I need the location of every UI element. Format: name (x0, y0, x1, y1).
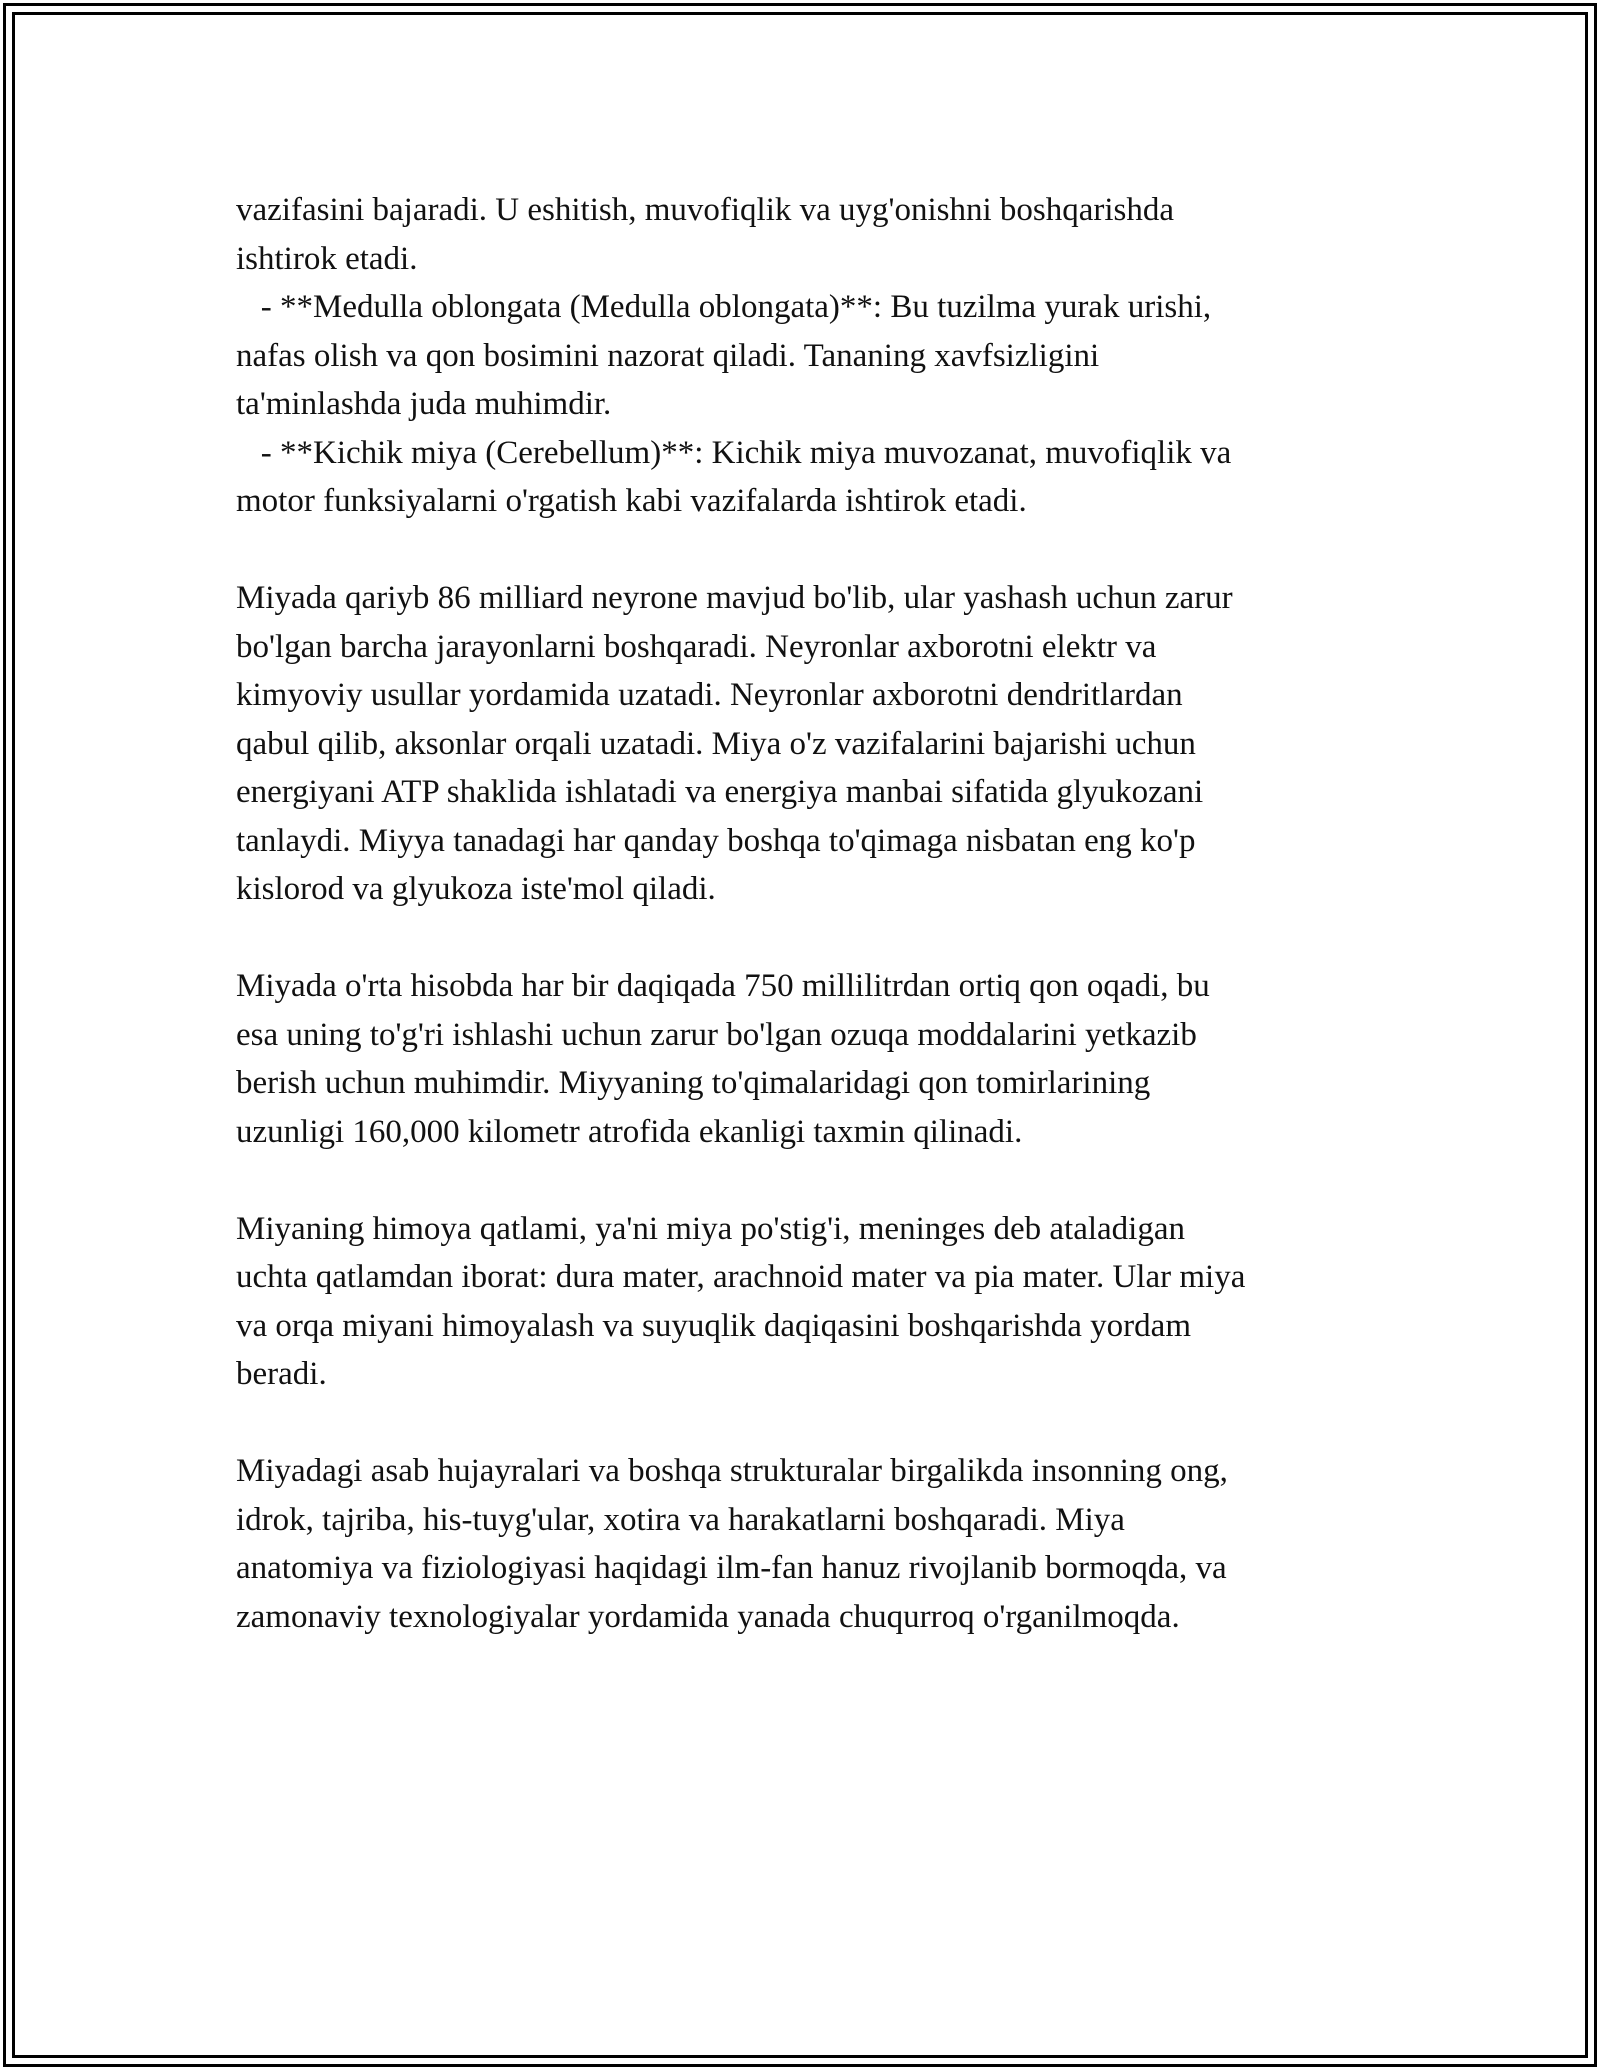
paragraph-conclusion (236, 1447, 1376, 1641)
text-line: vazifasini bajaradi. U eshitish, muvofiqlik va uyg'onishni boshqarishda (236, 192, 1175, 228)
text-line: kislorod va glyukoza iste'mol qiladi. (236, 871, 716, 907)
text-line: Miyaning himoya qatlami, ya'ni miya po'stig'i, meninges deb ataladigan (236, 1210, 1185, 1247)
paragraph-brain-regions (236, 186, 1376, 526)
text-line: Miyada o'rta hisobda har bir daqiqada 750 millilitrdan ortiq qon oqadi, bu (236, 968, 1210, 1004)
text-line: beradi. (236, 1356, 327, 1392)
text-line: tanlaydi. Miyya tanadagi har qanday boshqa to'qimaga nisbatan eng ko'p (236, 822, 1196, 859)
text-line: kimyoviy usullar yordamida uzatadi. Neyronlar axborotni dendritlardan (236, 677, 1183, 713)
text-line: energiyani ATP shaklida ishlatadi va energiya manbai sifatida glyukozani (236, 774, 1204, 810)
paragraph-meninges (236, 1205, 1376, 1399)
text-line: - **Medulla oblongata (Medulla oblongata)**: Bu tuzilma yurak urishi, (236, 289, 1212, 325)
paragraph-blood-flow (236, 962, 1376, 1156)
text-line: ta'minlashda juda muhimdir. (236, 386, 612, 422)
text-line: - **Kichik miya (Cerebellum)**: Kichik miya muvozanat, muvofiqlik va (236, 434, 1232, 471)
text-line: bo'lgan barcha jarayonlarni boshqaradi. Neyronlar axborotni elektr va (236, 628, 1157, 665)
text-line: uzunligi 160,000 kilometr atrofida ekanligi taxmin qilinadi. (236, 1113, 1023, 1150)
paragraph-spacer (236, 914, 1376, 963)
text-line: qabul qilib, aksonlar orqali uzatadi. Miya o'z vazifalarini bajarishi uchun (236, 725, 1196, 762)
text-line: zamonaviy texnologiyalar yordamida yanada chuqurroq o'rganilmoqda. (236, 1598, 1180, 1635)
paragraph-spacer (236, 526, 1376, 575)
paragraph-spacer (236, 1399, 1376, 1448)
text-line: berish uchun muhimdir. Miyyaning to'qimalaridagi qon tomirlarining (236, 1065, 1151, 1101)
text-line: idrok, tajriba, his-tuyg'ular, xotira va harakatlarni boshqaradi. Miya (236, 1501, 1125, 1538)
paragraph-neurons (236, 574, 1376, 914)
paragraph-spacer (236, 1156, 1376, 1205)
document-body (236, 186, 1376, 1641)
text-line: Miyadagi asab hujayralari va boshqa strukturalar birgalikda insonning ong, (236, 1453, 1228, 1489)
text-line: nafas olish va qon bosimini nazorat qiladi. Tananing xavfsizligini (236, 337, 1100, 374)
text-line: anatomiya va fiziologiyasi haqidagi ilm-fan hanuz rivojlanib bormoqda, va (236, 1550, 1227, 1586)
text-line: motor funksiyalarni o'rgatish kabi vazifalarda ishtirok etadi. (236, 483, 1027, 519)
text-line: esa uning to'g'ri ishlashi uchun zarur bo'lgan ozuqa moddalarini yetkazib (236, 1016, 1197, 1053)
text-line: Miyada qariyb 86 milliard neyrone mavjud bo'lib, ular yashash uchun zarur (236, 580, 1233, 616)
text-line: va orqa miyani himoyalash va suyuqlik daqiqasini boshqarishda yordam (236, 1307, 1191, 1344)
text-line: ishtirok etadi. (236, 240, 418, 277)
text-line: uchta qatlamdan iborat: dura mater, arachnoid mater va pia mater. Ular miya (236, 1259, 1246, 1295)
